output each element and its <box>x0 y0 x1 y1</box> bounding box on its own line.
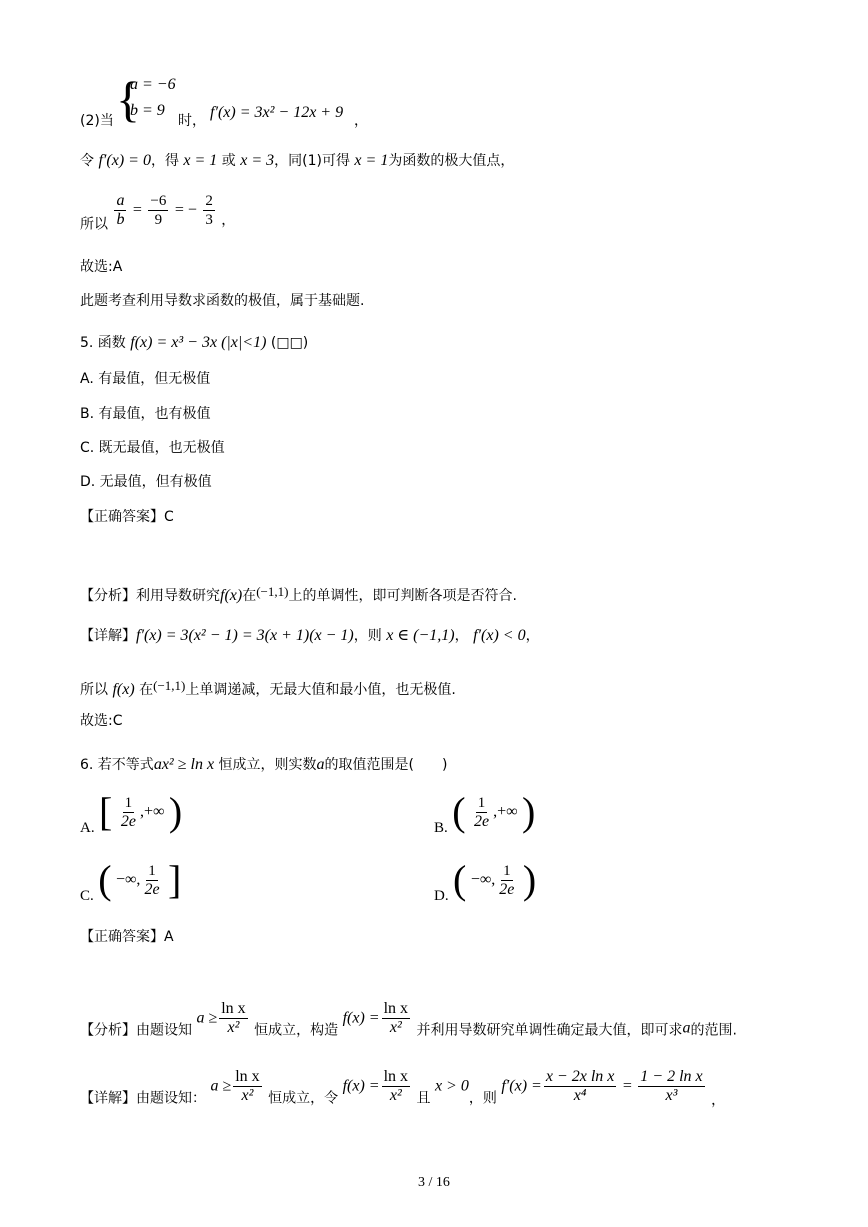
formula: ax² ≥ ln x <box>153 756 215 773</box>
formula: x = 1 <box>183 152 218 169</box>
q5-guxuan: 故选:C <box>80 713 123 729</box>
q5-stem <box>80 334 308 352</box>
formula: f′(x) = 0 <box>98 152 151 169</box>
numerator: 1 <box>477 794 486 811</box>
numerator: ln x <box>221 1000 246 1017</box>
numerator: a <box>116 192 125 209</box>
fraction <box>142 862 161 899</box>
q6-answer: 【正确答案】A <box>80 929 174 945</box>
fraction <box>638 1068 704 1105</box>
bracket: ( <box>452 789 466 834</box>
denominator: x³ <box>665 1087 678 1104</box>
formula: f(x) = x³ − 3x (|x|<1) <box>130 334 267 351</box>
formula: a ≥ <box>196 1009 218 1027</box>
equals: = <box>622 1077 632 1095</box>
text: 5. 函数 <box>80 335 126 351</box>
formula: (−1,1) <box>153 678 186 693</box>
p2-comma: ， <box>354 113 368 129</box>
fraction <box>497 862 516 899</box>
text: 【详解】由题设知： <box>80 1090 206 1107</box>
numerator: 1 − 2 ln x <box>640 1068 703 1085</box>
text: (□□) <box>270 335 309 351</box>
formula: f′(x) < 0 <box>473 627 526 644</box>
bracket: ) <box>522 789 536 834</box>
numerator: 1 <box>148 862 156 879</box>
summary-line: 此题考查利用导数求函数的极值，属于基础题. <box>80 293 365 309</box>
numerator: x − 2x ln x <box>545 1068 615 1085</box>
equals: = <box>132 201 142 219</box>
q6-option-b <box>434 789 536 837</box>
text: 的范围. <box>690 1022 737 1039</box>
q5-suoyi <box>80 677 456 699</box>
bracket: [ <box>99 789 113 834</box>
q5-option-b: B. 有最值，也有极值 <box>80 406 211 422</box>
denominator: x⁴ <box>573 1087 587 1104</box>
formula: x > 0 <box>434 1077 469 1095</box>
text: ，同(1)可得 <box>274 153 350 169</box>
denominator: x² <box>389 1087 402 1104</box>
formula: f(x) = <box>342 1077 380 1095</box>
system-b: b = 9 <box>130 102 165 119</box>
formula: −∞, <box>116 871 141 888</box>
q5-fenxi <box>80 583 517 605</box>
fraction <box>382 1000 410 1037</box>
numerator: ln x <box>383 1068 409 1085</box>
formula: ,+∞ <box>139 803 165 820</box>
q5-option-d: D. 无最值，但有极值 <box>80 474 212 490</box>
page-number: 3 / 16 <box>418 1175 450 1190</box>
line-suoyi <box>80 192 235 234</box>
text: 为函数的极大值点， <box>388 153 515 169</box>
formula: x = 3 <box>240 152 275 169</box>
fraction <box>233 1068 261 1105</box>
formula: −∞, <box>470 871 496 888</box>
formula: f′(x) = 3(x² − 1) = 3(x + 1)(x − 1) <box>136 627 354 644</box>
numerator: −6 <box>150 193 167 209</box>
text: 恒成立，则实数 <box>218 757 317 773</box>
option-label: C. <box>80 888 94 904</box>
fraction <box>219 1000 247 1037</box>
fraction <box>119 794 138 831</box>
q5-xiangjie <box>80 627 540 645</box>
text: 【详解】 <box>80 628 136 644</box>
p2-label: (2)当 <box>80 113 114 129</box>
denominator: 2e <box>144 880 160 898</box>
text: 并利用导数研究单调性确定最大值，即可求 <box>416 1022 683 1039</box>
option-label: A. <box>80 820 95 836</box>
line-ling <box>80 152 514 170</box>
formula: (−1,1) <box>256 584 289 599</box>
denominator: 2e <box>120 812 136 830</box>
option-label: B. <box>434 820 448 836</box>
formula: f(x) <box>112 681 135 698</box>
formula: f(x) = <box>342 1009 380 1027</box>
denominator: b <box>116 211 125 228</box>
fraction <box>472 794 491 831</box>
text: 或 <box>221 153 236 169</box>
numerator: 1 <box>503 862 511 879</box>
text: ，则 <box>353 628 382 644</box>
fraction <box>382 1068 410 1105</box>
formula: a <box>682 1019 691 1037</box>
bracket: ] <box>168 857 182 902</box>
text: ， <box>221 212 236 229</box>
text: 所以 <box>80 682 108 698</box>
option-label: D. <box>434 888 449 904</box>
formula: a ≥ <box>210 1077 232 1095</box>
denominator: 9 <box>154 212 163 228</box>
formula: f′(x) = <box>501 1077 542 1095</box>
fraction <box>203 192 215 229</box>
text: 恒成立，构造 <box>254 1022 339 1039</box>
text: 的取值范围是( ) <box>324 757 448 773</box>
bracket: ) <box>522 857 537 902</box>
q6-option-a <box>80 789 183 837</box>
numerator: 1 <box>124 794 133 811</box>
fraction <box>148 192 168 229</box>
text: 在 <box>242 588 257 604</box>
fraction <box>114 192 126 229</box>
text: 所以 <box>80 216 108 233</box>
q6-fenxi <box>80 1000 737 1040</box>
text: ，得 <box>150 153 179 169</box>
q6-option-d <box>434 857 537 905</box>
bracket: ( <box>453 857 467 902</box>
q6-xiangjie <box>80 1068 725 1110</box>
system-brace: { <box>116 71 140 127</box>
text: 上的单调性，即可判断各项是否符合. <box>288 588 517 604</box>
text: 上单调递减，无最大值和最小值，也无极值. <box>185 682 456 698</box>
text: ， <box>525 628 540 644</box>
text: ，则 <box>468 1090 497 1107</box>
denominator: 2e <box>499 880 515 898</box>
text: 且 <box>416 1090 431 1107</box>
text: ， <box>454 628 469 644</box>
numerator: 2 <box>205 193 213 209</box>
text: ， <box>711 1092 726 1109</box>
formula: a <box>316 756 325 773</box>
denominator: x² <box>389 1019 402 1036</box>
formula: x ∈ (−1,1) <box>386 627 455 644</box>
q5-answer: 【正确答案】C <box>80 509 174 525</box>
numerator: ln x <box>235 1068 260 1085</box>
text: 恒成立，令 <box>268 1090 339 1107</box>
q5-option-c: C. 既无最值，也无极值 <box>80 440 225 456</box>
denominator: x² <box>241 1087 254 1104</box>
denominator: x² <box>227 1019 240 1036</box>
formula: ,+∞ <box>493 803 518 820</box>
equals: = − <box>174 201 197 219</box>
numerator: ln x <box>383 1000 409 1017</box>
q5-option-a: A. 有最值，但无极值 <box>80 371 211 387</box>
bracket: ( <box>98 857 112 902</box>
text: 【分析】由题设知 <box>80 1022 192 1039</box>
denominator: 3 <box>205 212 213 228</box>
q6-option-c <box>80 857 182 905</box>
formula: x = 1 <box>354 152 389 169</box>
guxuan-a: 故选:A <box>80 259 123 275</box>
fraction <box>544 1068 617 1105</box>
system-a: a = −6 <box>130 76 176 93</box>
text: 6. 若不等式 <box>80 757 154 773</box>
text: 令 <box>80 153 94 169</box>
p2-fprime: f′(x) = 3x² − 12x + 9 <box>210 104 344 121</box>
q6-stem <box>80 756 447 774</box>
text: 在 <box>139 682 154 698</box>
formula: f(x) <box>220 587 243 604</box>
bracket: ) <box>168 789 183 834</box>
p2-shi: 时， <box>178 113 206 129</box>
denominator: 2e <box>474 812 490 830</box>
text: 【分析】利用导数研究 <box>80 588 220 604</box>
